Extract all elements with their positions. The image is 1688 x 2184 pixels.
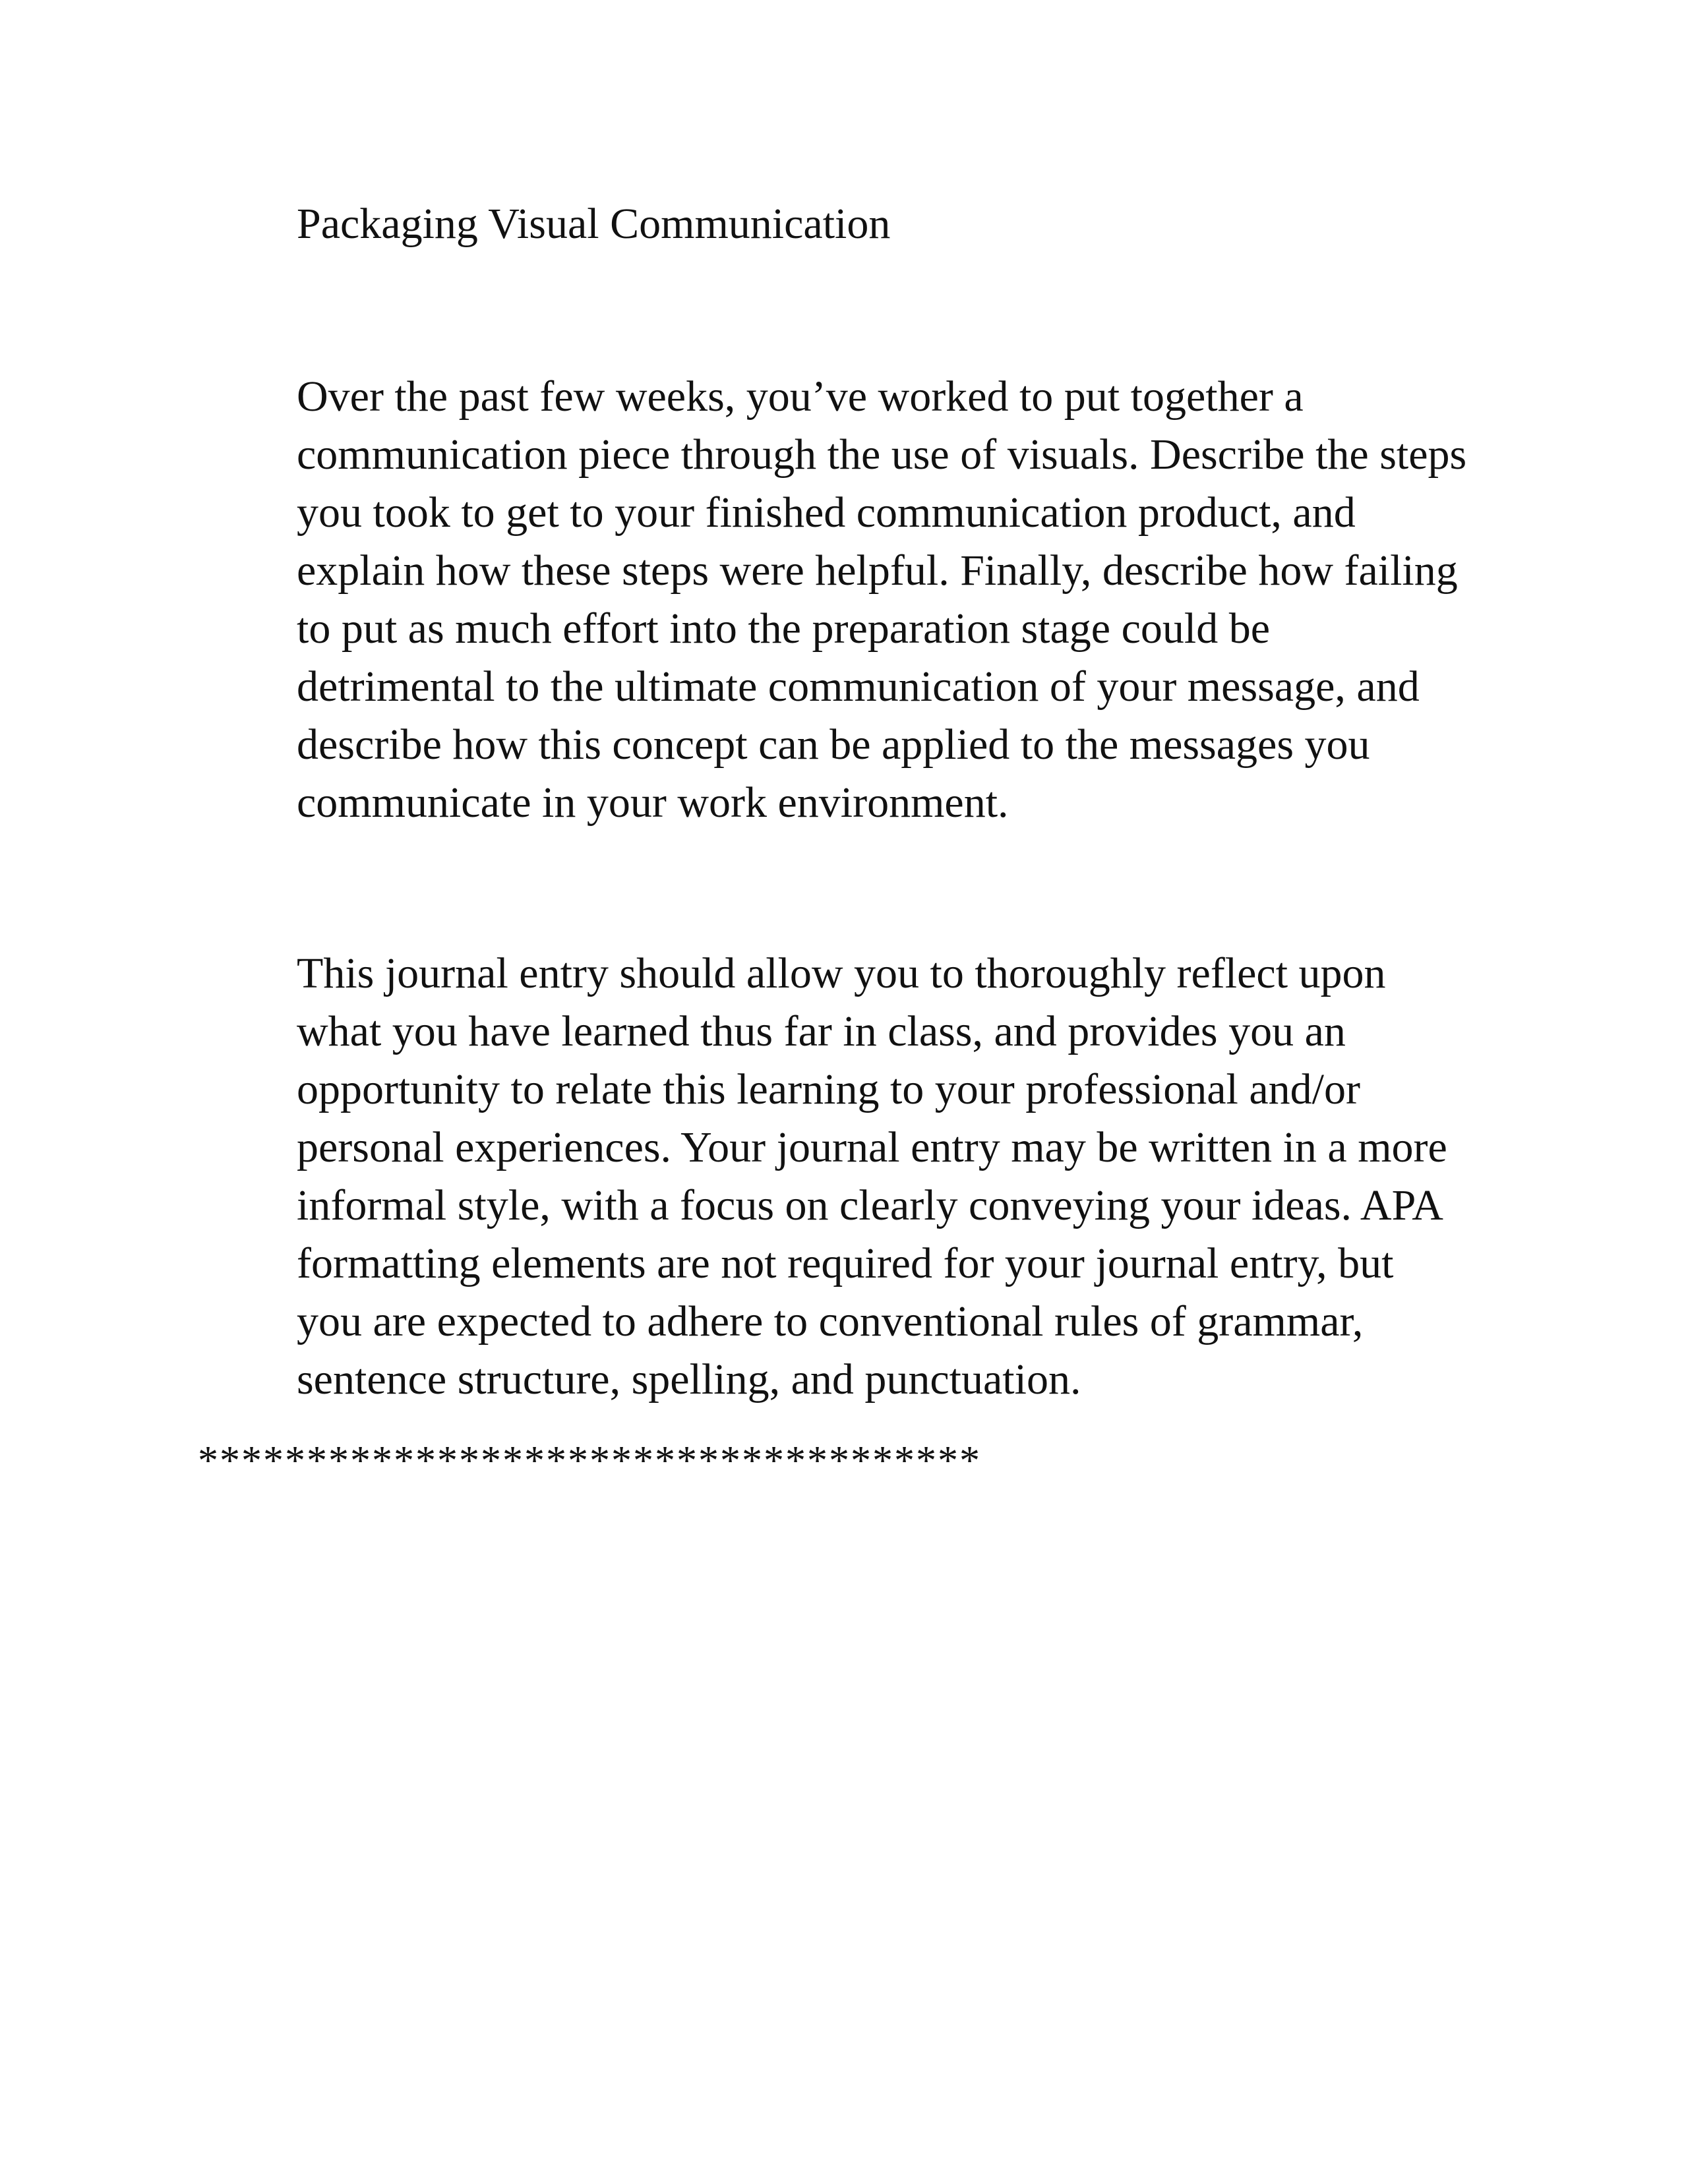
asterisk-separator: ************************************	[198, 1438, 981, 1483]
paragraph-line: explain how these steps were helpful. Finally, describe how failing	[297, 546, 1458, 595]
paragraph-line: you are expected to adhere to conventional rules of grammar,	[297, 1297, 1364, 1345]
paragraph-line: what you have learned thus far in class, and provides you an	[297, 1007, 1346, 1055]
document-title: Packaging Visual Communication	[297, 200, 891, 248]
paragraph-instructions	[297, 368, 1497, 832]
paragraph-line: personal experiences. Your journal entry may be written in a more	[297, 1123, 1447, 1171]
paragraph-line: informal style, with a focus on clearly conveying your ideas. APA	[297, 1181, 1443, 1229]
paragraph-line: to put as much effort into the preparation stage could be	[297, 605, 1271, 653]
paragraph-line: you took to get to your finished communication product, and	[297, 488, 1356, 537]
paragraph-line: Over the past few weeks, you’ve worked to put together a	[297, 372, 1304, 421]
paragraph-line: opportunity to relate this learning to your professional and/or	[297, 1065, 1360, 1113]
paragraph-line: detrimental to the ultimate communication of your message, and	[297, 663, 1420, 711]
paragraph-line: describe how this concept can be applied to the messages you	[297, 721, 1370, 769]
paragraph-line: sentence structure, spelling, and punctuation.	[297, 1355, 1081, 1403]
paragraph-line: This journal entry should allow you to thoroughly reflect upon	[297, 949, 1386, 997]
paragraph-line: communicate in your work environment.	[297, 779, 1009, 827]
paragraph-line: formatting elements are not required for your journal entry, but	[297, 1239, 1394, 1287]
paragraph-line: communication piece through the use of visuals. Describe the steps	[297, 430, 1467, 479]
paragraph-journal-guidelines	[297, 945, 1497, 1409]
